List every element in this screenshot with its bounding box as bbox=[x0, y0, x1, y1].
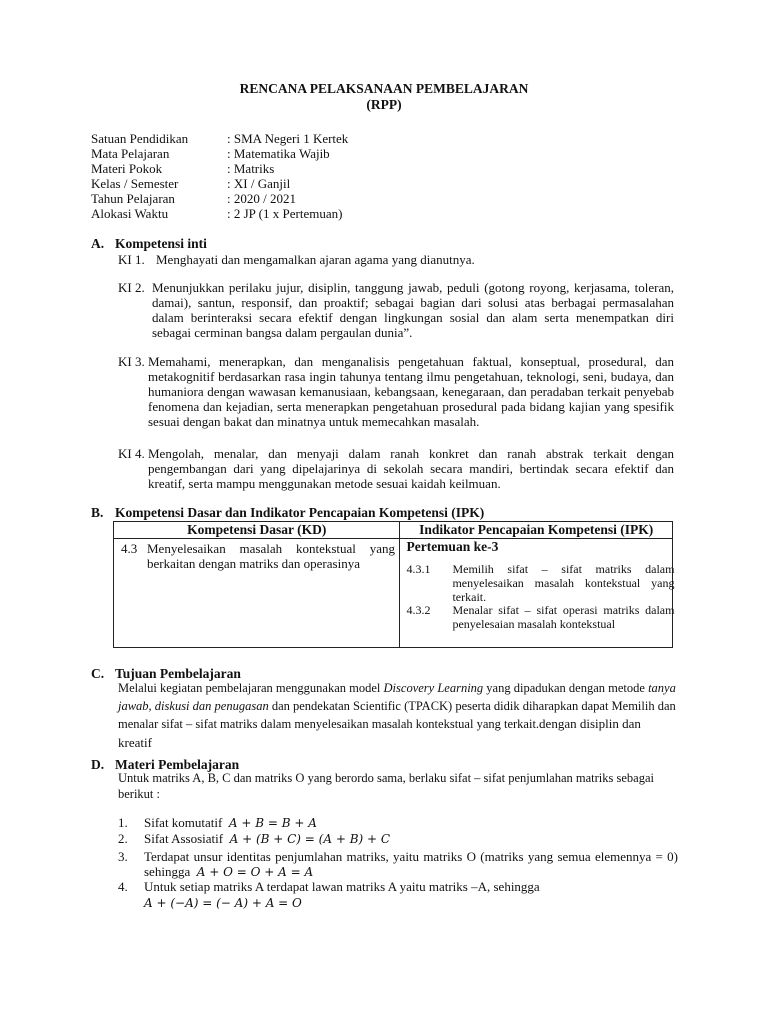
kd-text: Menyelesaikan masalah kontekstual yang berkaitan dengan matriks dan operasinya bbox=[147, 541, 395, 571]
identity-label: Mata Pelajaran bbox=[91, 146, 170, 161]
section-a-heading bbox=[91, 236, 207, 251]
ipk-text: Memilih sifat – sifat matriks dalam menyelesaikan masalah kontekstual yang terkait. bbox=[452, 562, 675, 604]
formula: A + (−A) = (− A) + A = O bbox=[144, 896, 302, 910]
identity-label: Tahun Pelajaran bbox=[91, 191, 175, 206]
document-subtitle: (RPP) bbox=[366, 97, 402, 112]
ki-text: Menunjukkan perilaku jujur, disiplin, tanggung jawab, peduli (gotong royong, kerjasama, toleran, damai), santun, responsif, dan proaktif; sebagai bagian dari solusi atas berbagai permasalahan dalam berinteraksi secara efektif dengan lingkungan sosial dan alam serta menempatkan diri sebagai cerminan bangsa dalam pergaulan dunia”. bbox=[152, 280, 674, 340]
identity-value: : XI / Ganjil bbox=[227, 176, 291, 191]
list-number: 2. bbox=[118, 831, 128, 846]
column-header-kd: Kompetensi Dasar (KD) bbox=[114, 522, 400, 539]
objective-paragraph bbox=[118, 680, 678, 752]
identity-value: : 2020 / 2021 bbox=[227, 191, 296, 206]
section-c-heading bbox=[91, 666, 241, 681]
section-letter: D. bbox=[91, 757, 105, 772]
section-title: Kompetensi inti bbox=[115, 236, 207, 251]
kd-number: 4.3 bbox=[121, 541, 138, 556]
section-letter: C. bbox=[91, 666, 105, 681]
table-header-row bbox=[114, 522, 673, 539]
section-title: Tujuan Pembelajaran bbox=[115, 666, 241, 681]
formula: A + B = B + A bbox=[228, 816, 317, 830]
identity-label: Satuan Pendidikan bbox=[91, 131, 189, 146]
section-letter: A. bbox=[91, 236, 105, 251]
list-number: 4. bbox=[118, 879, 128, 894]
identity-value: : SMA Negeri 1 Kertek bbox=[227, 131, 349, 146]
ki-text: Menghayati dan mengamalkan ajaran agama yang dianutnya. bbox=[156, 252, 475, 267]
document-title: RENCANA PELAKSANAAN PEMBELAJARAN bbox=[239, 81, 529, 96]
identity-label: Alokasi Waktu bbox=[91, 206, 169, 221]
ki-label: KI 1. bbox=[118, 252, 145, 267]
identity-label: Materi Pokok bbox=[91, 161, 163, 176]
section-title: Materi Pembelajaran bbox=[115, 757, 240, 772]
ki-text: Mengolah, menalar, dan menyaji dalam ranah konkret dan ranah abstrak terkait dengan pengembangan dari yang dipelajarinya di sekolah secara mandiri, bertindak secara efektif dan kreatif, serta mampu menggunakan metode sesuai kaidah keilmuan. bbox=[148, 446, 674, 491]
kd-cell bbox=[114, 539, 400, 648]
ipk-number: 4.3.1 bbox=[406, 562, 431, 576]
identity-value: : 2 JP (1 x Pertemuan) bbox=[227, 206, 343, 221]
ki-text: Memahami, menerapkan, dan menganalisis pengetahuan faktual, konseptual, prosedural, dan metakognitif berdasarkan rasa ingin tahunya tentang ilmu pengetahuan, teknologi, seni, budaya, dan humaniora dengan wawasan kemanusiaan, kebangsaan, kenegaraan, dan peradaban terkait penyebab fenomena dan kejadian, serta menerapkan pengetahuan prosedural pada bidang kajian yang spesifik sesuai dengan bakat dan minatnya untuk memecahkan masalah. bbox=[148, 354, 674, 429]
list-text bbox=[144, 815, 678, 831]
section-b-heading bbox=[91, 505, 484, 520]
ki-label: KI 2. bbox=[118, 280, 145, 295]
ipk-text: Menalar sifat – sifat operasi matriks dalam penyelesaian masalah kontekstual bbox=[452, 603, 675, 631]
objective-model: Discovery Learning bbox=[383, 681, 484, 695]
list-number: 1. bbox=[118, 815, 128, 830]
list-text bbox=[144, 849, 678, 880]
objective-text: Melalui kegiatan pembelajaran menggunakan model bbox=[118, 681, 384, 695]
section-title: Kompetensi Dasar dan Indikator Pencapaian Kompetensi (IPK) bbox=[115, 505, 485, 520]
property-name: Sifat Assosiatif bbox=[144, 831, 224, 846]
identity-label: Kelas / Semester bbox=[91, 176, 179, 191]
property-name: Terdapat unsur identitas penjumlahan matriks, yaitu matriks O (matriks yang semua elemennya = 0) sehingga bbox=[144, 849, 678, 879]
list-text: Untuk setiap matriks A terdapat lawan matriks A yaitu matriks –A, sehingga bbox=[144, 879, 540, 894]
table-row bbox=[114, 539, 673, 648]
identity-value: : Matematika Wajib bbox=[227, 146, 330, 161]
objective-attitude: dengan disiplin dan kreatif bbox=[118, 716, 641, 750]
objective-method: tanya jawab, diskusi dan penugasan bbox=[118, 681, 676, 713]
list-number: 3. bbox=[118, 849, 128, 864]
list-text bbox=[144, 831, 678, 847]
formula: A + O = O + A = A bbox=[196, 865, 314, 879]
formula: A + (B + C) = (A + B) + C bbox=[229, 832, 391, 846]
ipk-number: 4.3.2 bbox=[406, 603, 431, 617]
kd-ipk-table bbox=[113, 521, 673, 648]
ki-label: KI 4. bbox=[118, 446, 145, 461]
column-header-ipk: Indikator Pencapaian Kompetensi (IPK) bbox=[400, 522, 673, 539]
property-name: Sifat komutatif bbox=[144, 815, 223, 830]
ki-label: KI 3. bbox=[118, 354, 145, 369]
ipk-cell bbox=[400, 539, 673, 648]
section-letter: B. bbox=[91, 505, 104, 520]
objective-text: yang dipadukan dengan metode bbox=[483, 681, 649, 695]
identity-value: : Matriks bbox=[227, 161, 275, 176]
objective-text: dan pendekatan Scientific (TPACK) peserta didik diharapkan dapat Memilih dan menalar sifat – sifat matriks dalam menyelesaikan masalah kontekstual yang terkait. bbox=[118, 698, 676, 731]
material-intro: Untuk matriks A, B, C dan matriks O yang berordo sama, berlaku sifat – sifat penjumlahan matriks sebagai berikut : bbox=[118, 771, 654, 801]
meeting-label: Pertemuan ke-3 bbox=[406, 539, 499, 554]
